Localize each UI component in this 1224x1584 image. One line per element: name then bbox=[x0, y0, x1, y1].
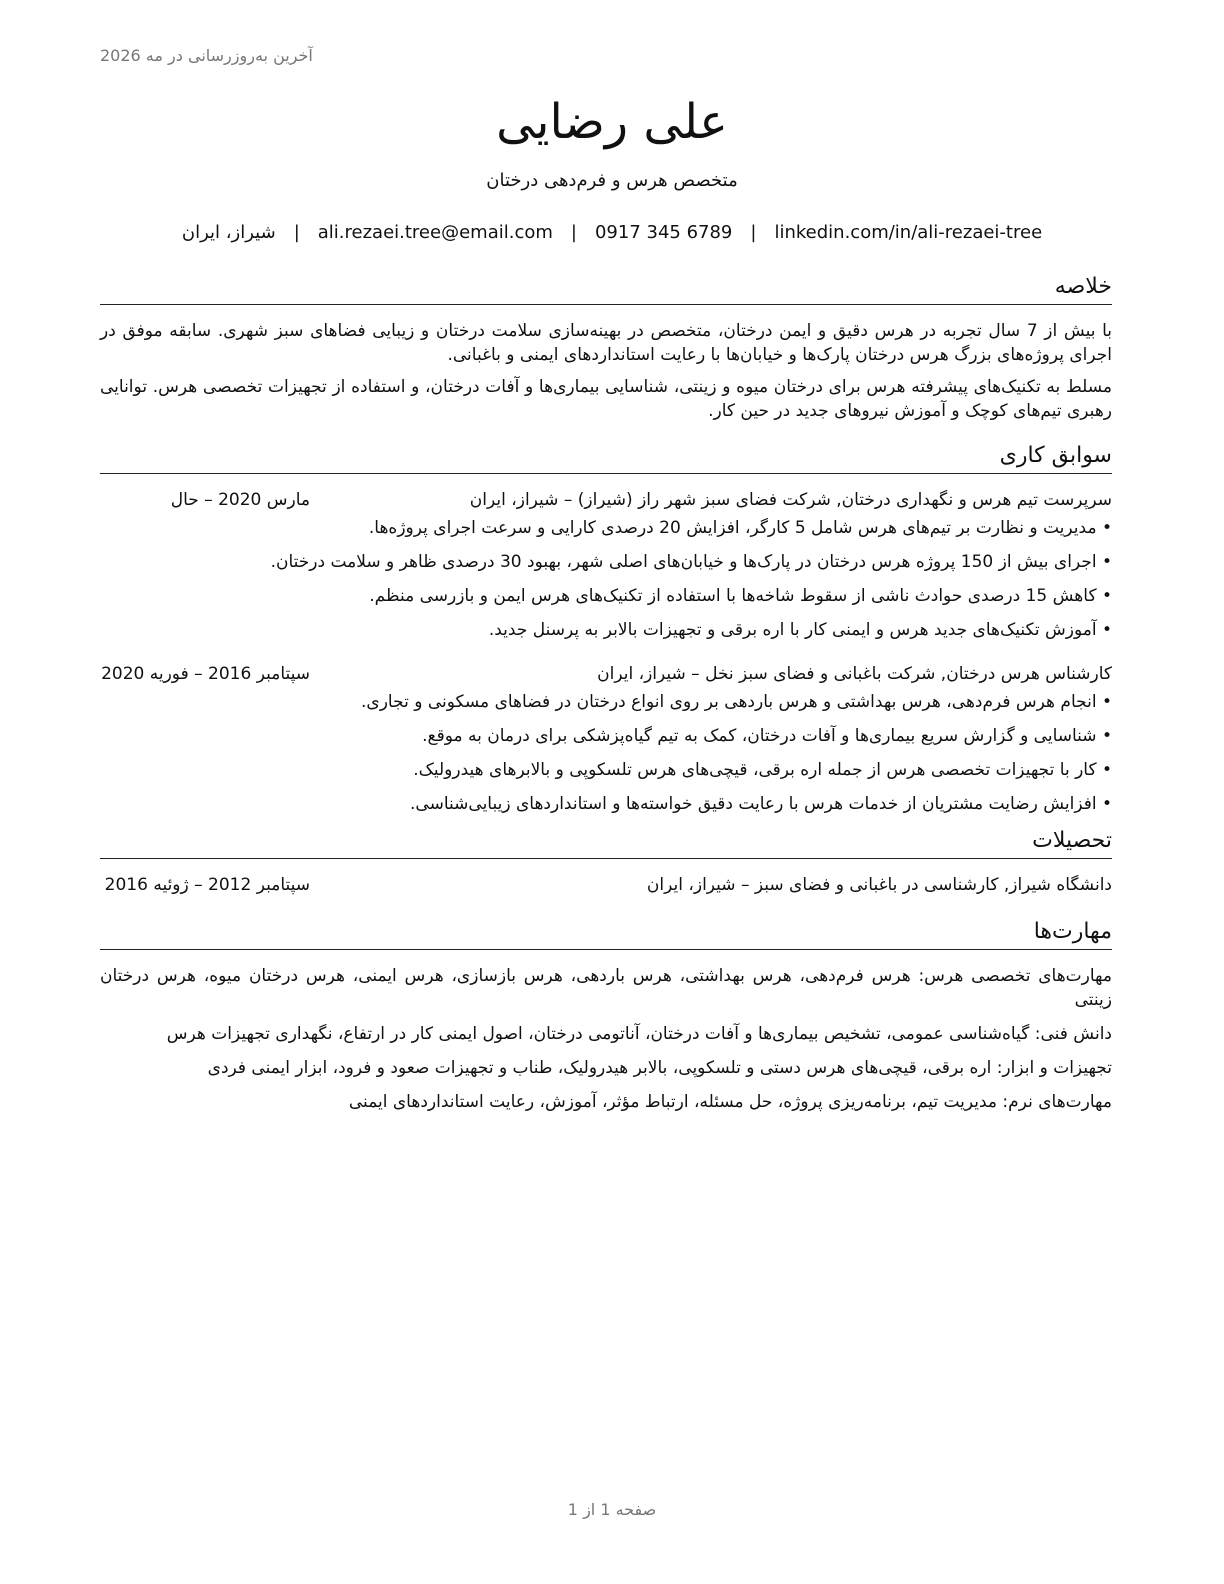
list-item: • کاهش 15 درصدی حوادث ناشی از سقوط شاخه‌ها با استفاده از تکنیک‌های هرس ایمن و بازرسی منظم. bbox=[100, 584, 1112, 608]
job-title-company: سرپرست تیم هرس و نگهداری درختان, شرکت فضای سبز شهر راز (شیراز) – شیراز، ایران bbox=[469, 490, 1112, 510]
list-item: • آموزش تکنیک‌های جدید هرس و ایمنی کار با اره برقی و تجهیزات بالابر به پرسنل جدید. bbox=[100, 618, 1112, 642]
separator: | bbox=[750, 222, 757, 243]
job-title-company: کارشناس هرس درختان, شرکت باغبانی و فضای سبز نخل – شیراز، ایران bbox=[597, 664, 1112, 684]
job-date: سپتامبر 2016 – فوریه 2020 bbox=[101, 664, 310, 684]
section-heading-experience: سوابق کاری bbox=[100, 441, 1112, 474]
separator: | bbox=[293, 222, 300, 243]
education-section bbox=[100, 826, 1112, 897]
skill-line: مهارت‌های نرم: مدیریت تیم، برنامه‌ریزی پروژه، حل مسئله، ارتباط مؤثر، آموزش، رعایت استانداردهای ایمنی bbox=[348, 1092, 1112, 1112]
list-item: • کار با تجهیزات تخصصی هرس از جمله اره برقی، قیچی‌های هرس تلسکوپی و بالابرهای هیدرولیک. bbox=[100, 758, 1112, 782]
list-item: • شناسایی و گزارش سریع بیماری‌ها و آفات درختان، کمک به تیم گیاه‌پزشکی برای درمان به موقع. bbox=[100, 724, 1112, 748]
section-heading-skills: مهارت‌ها bbox=[100, 917, 1112, 950]
contact-line bbox=[0, 222, 1224, 243]
education-date: سپتامبر 2012 – ژوئیه 2016 bbox=[104, 875, 310, 895]
skill-line: مهارت‌های تخصصی هرس: هرس فرم‌دهی، هرس بهداشتی، هرس باردهی، هرس بازسازی، هرس ایمنی، هرس درختان میوه، هرس درختان زینتی bbox=[100, 966, 1112, 1010]
job-title: متخصص هرس و فرم‌دهی درختان bbox=[486, 170, 738, 191]
job-header bbox=[100, 488, 1112, 512]
summary-paragraph: با بیش از 7 سال تجربه در هرس دقیق و ایمن درختان، متخصص در بهینه‌سازی سلامت درختان و زیبایی فضاهای سبز شهری. سابقه موفق در اجرای پروژه‌های بزرگ هرس درختان پارک‌ها و خیابان‌ها با رعایت استانداردهای ایمنی و باغبانی. bbox=[100, 321, 1113, 365]
job-bullets bbox=[100, 516, 1112, 642]
skill-line: دانش فنی: گیاه‌شناسی عمومی، تشخیص بیماری‌ها و آفات درختان، آناتومی درختان، اصول ایمنی کار در ارتفاع، نگهداری تجهیزات هرس bbox=[166, 1024, 1112, 1044]
list-item: • اجرای بیش از 150 پروژه هرس درختان در پارک‌ها و خیابان‌های اصلی شهر، بهبود 30 درصدی ظاهر و سلامت درختان. bbox=[100, 550, 1112, 574]
summary-section bbox=[100, 272, 1112, 423]
skills-section bbox=[100, 917, 1112, 1114]
contact-linkedin[interactable]: linkedin.com/in/ali-rezaei-tree bbox=[774, 222, 1043, 243]
education-title: دانشگاه شیراز, کارشناسی در باغبانی و فضای سبز – شیراز، ایران bbox=[646, 875, 1112, 895]
job-entry bbox=[100, 662, 1112, 816]
resume-content bbox=[100, 272, 1112, 1124]
experience-section bbox=[100, 441, 1112, 816]
contact-email[interactable]: ali.rezaei.tree@email.com bbox=[317, 222, 553, 243]
job-header bbox=[100, 662, 1112, 686]
contact-location: شیراز، ایران bbox=[181, 222, 276, 243]
section-heading-summary: خلاصه bbox=[100, 272, 1112, 305]
job-entry bbox=[100, 488, 1112, 642]
list-item: • مدیریت و نظارت بر تیم‌های هرس شامل 5 کارگر، افزایش 20 درصدی کارایی و سرعت اجرای پروژه‌ها. bbox=[100, 516, 1112, 540]
list-item: • افزایش رضایت مشتریان از خدمات هرس با رعایت دقیق خواسته‌ها و استانداردهای زیبایی‌شناسی. bbox=[100, 792, 1112, 816]
separator: | bbox=[570, 222, 577, 243]
skill-line: تجهیزات و ابزار: اره برقی، قیچی‌های هرس دستی و تلسکوپی، بالابر هیدرولیک، طناب و تجهیزات صعود و فرود، ابزار ایمنی فردی bbox=[207, 1058, 1112, 1078]
page-number: صفحه 1 از 1 bbox=[567, 1500, 657, 1519]
section-heading-education: تحصیلات bbox=[100, 826, 1112, 859]
job-bullets bbox=[100, 690, 1112, 816]
education-entry bbox=[100, 873, 1112, 897]
job-date: مارس 2020 – حال bbox=[170, 490, 310, 510]
summary-paragraph: مسلط به تکنیک‌های پیشرفته هرس برای درختان میوه و زینتی، شناسایی بیماری‌ها و آفات درختان، و استفاده از تجهیزات تخصصی هرس. توانایی رهبری تیم‌های کوچک و آموزش نیروهای جدید در حین کار. bbox=[100, 377, 1112, 421]
list-item: • انجام هرس فرم‌دهی، هرس بهداشتی و هرس باردهی بر روی انواع درختان در فضاهای مسکونی و تجاری. bbox=[100, 690, 1112, 714]
last-updated-note: آخرین به‌روزرسانی در مه 2026 bbox=[100, 46, 313, 65]
contact-phone[interactable]: 0917 345 6789 bbox=[594, 222, 733, 243]
person-name: علی رضایی bbox=[496, 94, 728, 150]
